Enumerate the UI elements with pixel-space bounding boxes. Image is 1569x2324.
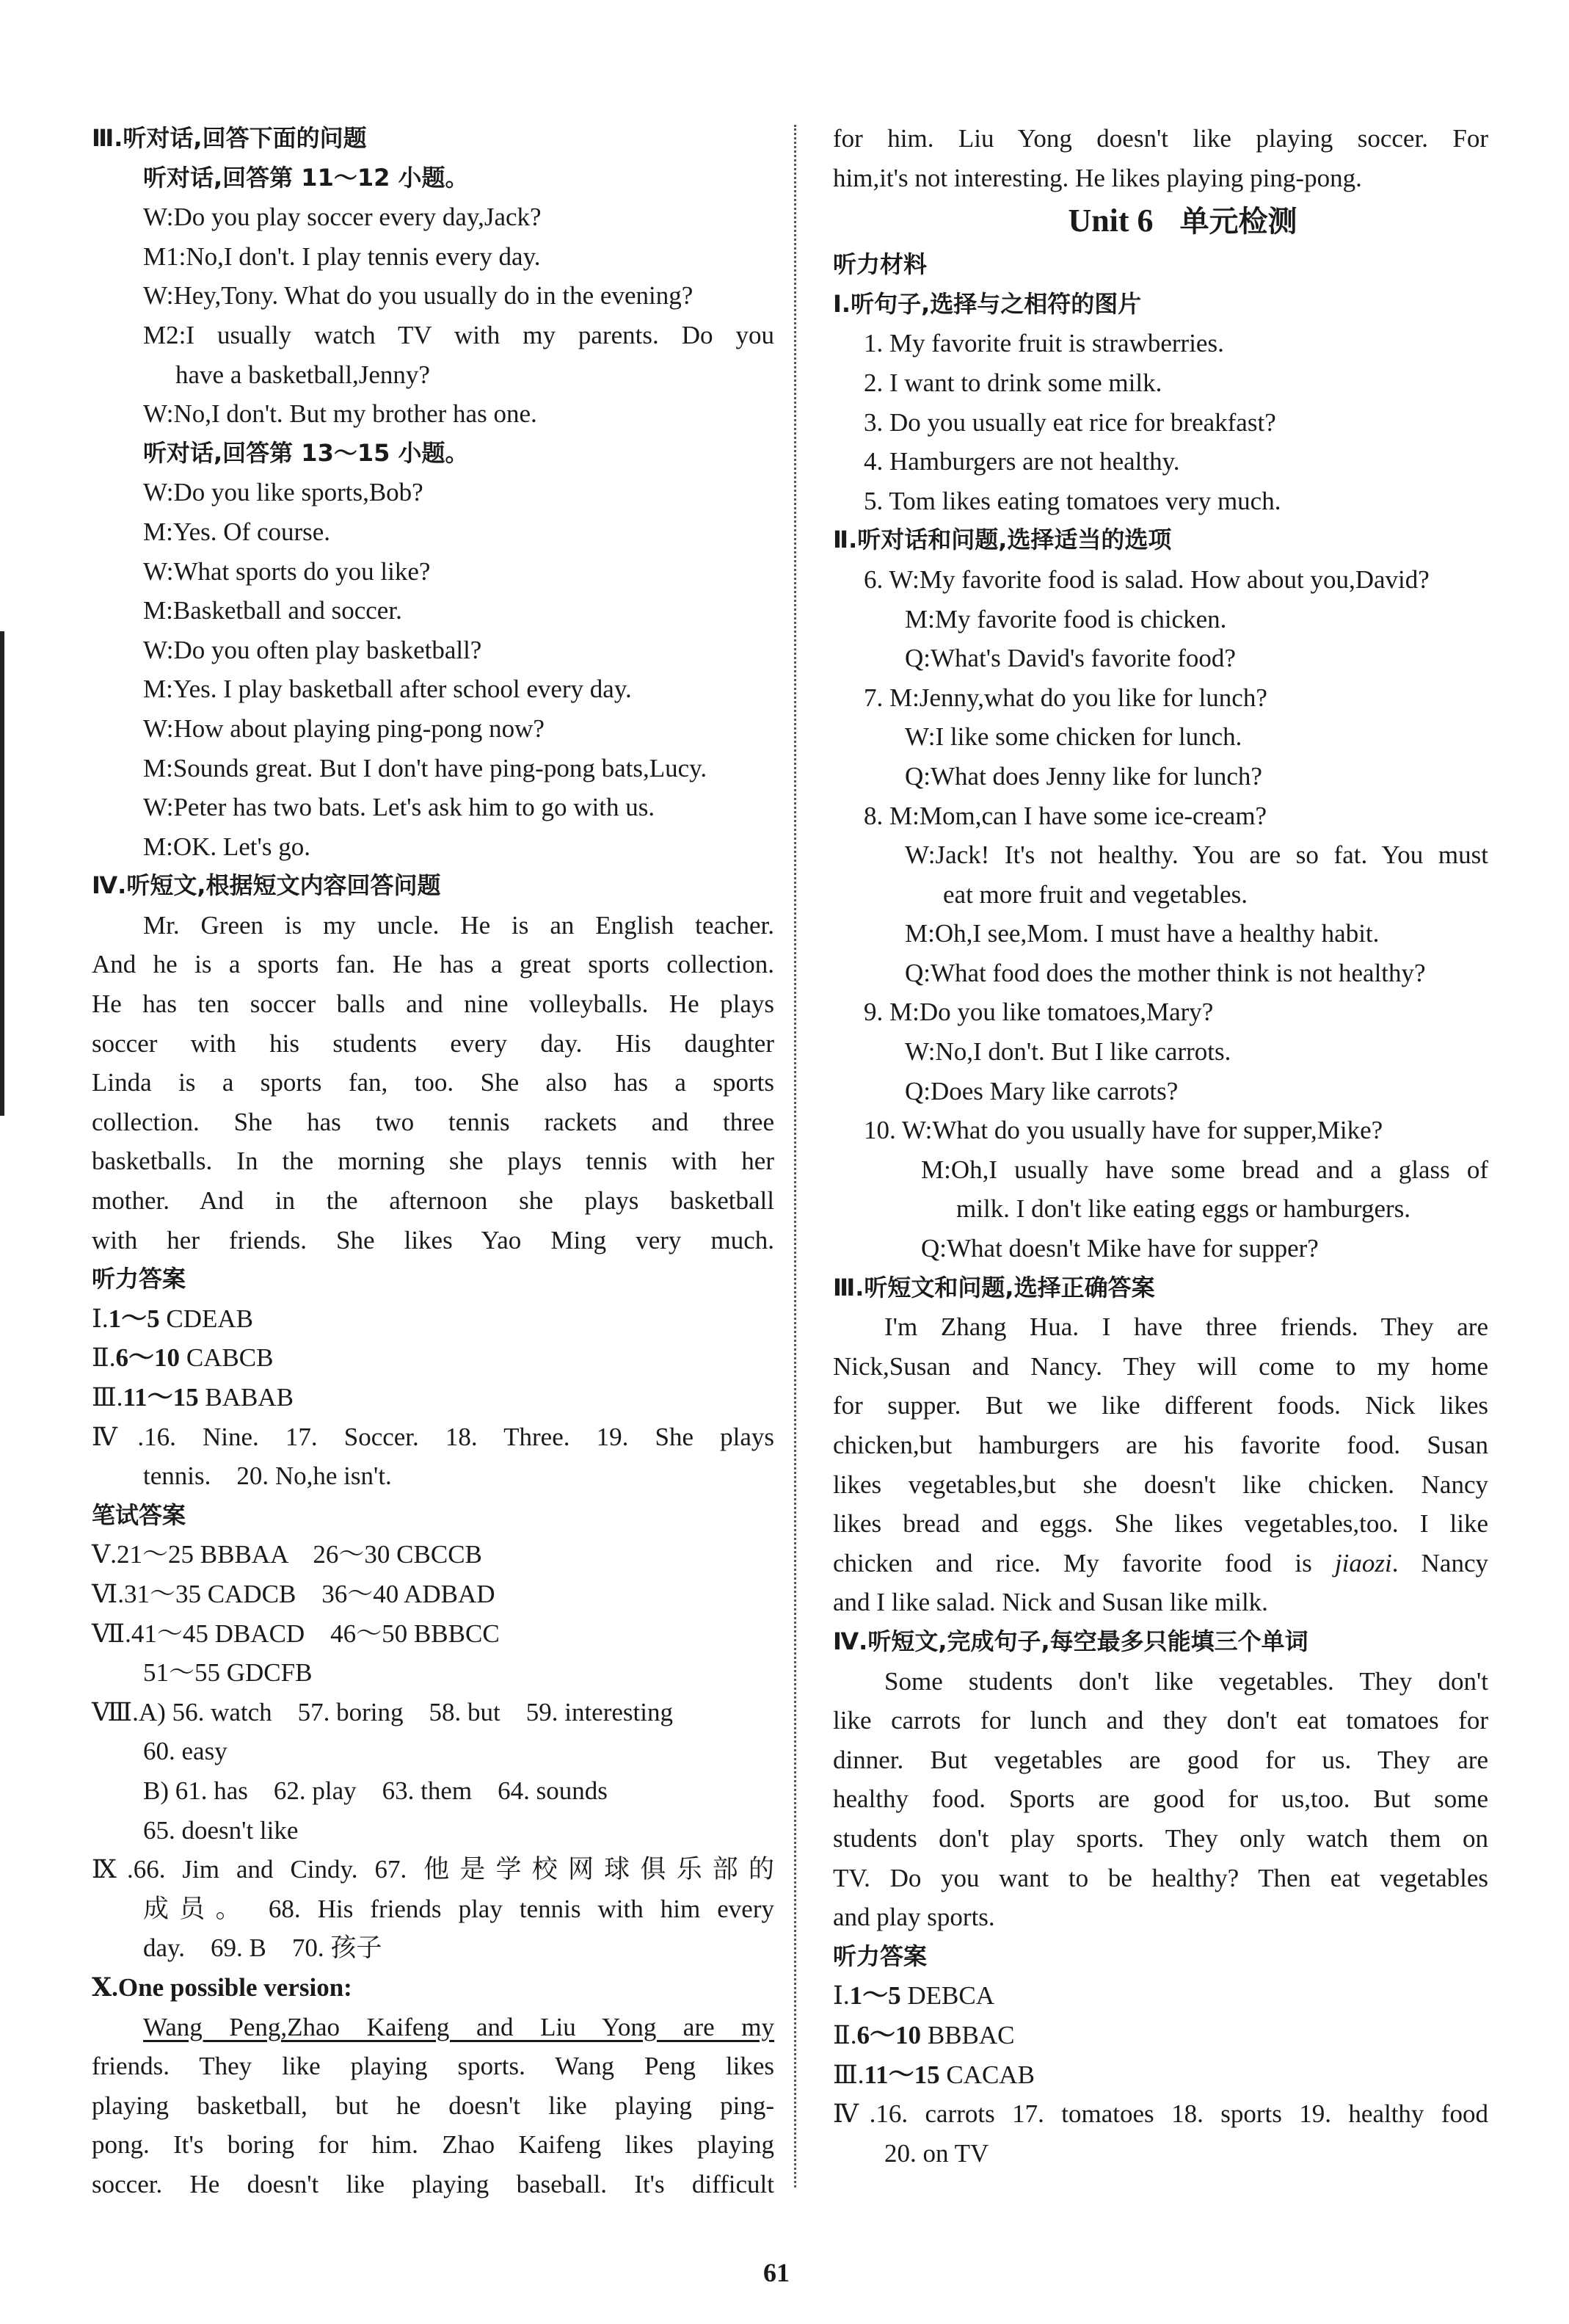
line-text: 65. doesn't like: [143, 1815, 299, 1845]
line-text: M1:No,I don't. I play tennis every day.: [143, 242, 541, 271]
line-text: W:Peter has two bats. Let's ask him to go with us.: [143, 793, 655, 822]
line-text: I'm Zhang Hua. I have three friends. They are: [884, 1312, 1488, 1342]
line-text: Ⅸ.66. Jim and Cindy. 67. 他是学校网球俱乐部的: [92, 1855, 774, 1884]
line-text: 1. My favorite fruit is strawberries.: [864, 329, 1224, 358]
line-text: Ⅳ.听短文,根据短文内容回答问题: [92, 871, 441, 900]
line-text: Ⅰ.: [92, 1304, 109, 1333]
text-line: [833, 914, 1488, 954]
text-line: [92, 591, 774, 631]
text-line: [833, 324, 1488, 363]
text-line: [92, 552, 774, 592]
line-text: 听力答案: [833, 1942, 928, 1970]
text-line: [92, 669, 774, 709]
text-line: [92, 709, 774, 749]
text-line: [833, 1898, 1488, 1937]
line-text: pong. It's boring for him. Zhao Kaifeng likes playing: [92, 2130, 774, 2160]
line-text: Mr. Green is my uncle. He is an English teacher.: [143, 910, 774, 940]
line-text: M:Yes. I play basketball after school every day.: [143, 675, 632, 704]
text-line: [833, 1662, 1488, 1702]
answer-range: 11～15: [123, 1383, 199, 1412]
line-text: He has ten soccer balls and nine volleyballs. He plays: [92, 989, 774, 1019]
line-text: students don't play sports. They only watch them on: [833, 1823, 1488, 1853]
line-text: M2:I usually watch TV with my parents. Do you: [143, 320, 774, 349]
text-line: [92, 1968, 774, 2008]
text-line: [833, 482, 1488, 521]
column-divider: [794, 125, 796, 2187]
text-line: [92, 788, 774, 827]
line-text: 5. Tom likes eating tomatoes very much.: [864, 486, 1281, 515]
line-text: and I like salad. Nick and Susan like milk.: [833, 1588, 1268, 1617]
line-text: M:Oh,I usually have some bread and a glass of: [921, 1155, 1488, 1184]
text-line: [92, 316, 774, 355]
answer-range: 11～15: [864, 2060, 940, 2089]
line-text: 4. Hamburgers are not healthy.: [864, 447, 1180, 476]
text-line: [92, 473, 774, 512]
section-heading: [833, 1268, 1488, 1308]
line-text: Ⅰ.: [833, 1981, 850, 2011]
unit-subtitle: 单元检测: [1179, 205, 1297, 239]
text-line: [833, 2016, 1488, 2055]
line-text: W:Do you play soccer every day,Jack?: [143, 203, 542, 232]
text-line: [92, 1535, 774, 1575]
line-text: Q:Does Mary like carrots?: [905, 1076, 1179, 1105]
line-text: day. 69. B 70. 孩子: [143, 1933, 382, 1963]
text-line: [833, 1583, 1488, 1622]
section-heading: [833, 245, 1488, 285]
text-line: [833, 1032, 1488, 1072]
right-column: [833, 119, 1488, 2173]
text-line: [92, 394, 774, 434]
line-text: 8. M:Mom,can I have some ice-cream?: [864, 801, 1267, 830]
line-text-rest: BBBAC: [921, 2020, 1015, 2049]
line-text: mother. And in the afternoon she plays basketball: [92, 1186, 774, 1216]
line-text: playing basketball, but he doesn't like playing ping-: [92, 2091, 774, 2120]
text-line: [833, 1976, 1488, 2016]
text-line: [833, 442, 1488, 482]
line-text: dinner. But vegetables are good for us. They are: [833, 1745, 1488, 1774]
section-heading: [92, 1260, 774, 1299]
text-line: [833, 1307, 1488, 1347]
line-text: 听力材料: [833, 250, 928, 279]
text-line: [833, 954, 1488, 993]
text-line: [92, 1653, 774, 1693]
section-heading: [833, 285, 1488, 324]
line-text: M:Sounds great. But I don't have ping-pong bats,Lucy.: [143, 753, 707, 782]
section-heading: [92, 434, 774, 473]
binding-shadow: [0, 631, 4, 1116]
text-line: [92, 827, 774, 867]
text-line: [833, 119, 1488, 159]
line-text: B) 61. has 62. play 63. them 64. sounds: [143, 1776, 608, 1805]
section-heading: [833, 1622, 1488, 1662]
answer-range: 6～10: [856, 2020, 922, 2049]
text-line: [92, 276, 774, 316]
text-line: [92, 237, 774, 277]
line-text: Ⅴ.21～25 BBBAA 26～30 CBCCB: [92, 1540, 482, 1569]
line-text: W:What sports do you like?: [143, 556, 431, 586]
line-text: W:No,I don't. But my brother has one.: [143, 399, 537, 429]
text-line: [833, 1819, 1488, 1859]
text-line: [92, 2125, 774, 2165]
line-text: 2. I want to drink some milk.: [864, 368, 1162, 397]
text-line: [833, 875, 1488, 915]
line-text: him,it's not interesting. He likes playing ping-pong.: [833, 163, 1362, 192]
line-text: healthy food. Sports are good for us,too. But some: [833, 1784, 1488, 1814]
text-line: [92, 1456, 774, 1496]
line-text: And he is a sports fan. He has a great sports collection.: [92, 950, 774, 979]
text-line: [833, 835, 1488, 875]
unit-title: [833, 197, 1488, 245]
text-line: [833, 1189, 1488, 1229]
line-text: Ⅲ.听短文和问题,选择正确答案: [833, 1273, 1155, 1301]
line-text-rest: DEBCA: [900, 1981, 994, 2011]
text-line: [92, 2047, 774, 2086]
line-text: W:Do you often play basketball?: [143, 635, 482, 664]
text-line: [833, 1544, 1488, 1583]
line-text: Ⅱ.听对话和问题,选择适当的选项: [833, 526, 1172, 554]
text-line: [833, 639, 1488, 678]
text-line: [92, 1889, 774, 1929]
line-text: Q:What food does the mother think is not healthy?: [905, 958, 1426, 987]
line-text: W:Do you like sports,Bob?: [143, 478, 423, 507]
text-line: [92, 1811, 774, 1851]
line-text: 笔试答案: [92, 1500, 186, 1529]
text-line: [92, 1103, 774, 1142]
text-line: [92, 1024, 774, 1064]
line-text: with her friends. She likes Yao Ming very much.: [92, 1225, 774, 1254]
text-line: [833, 1465, 1488, 1505]
line-text: 20. on TV: [884, 2138, 989, 2168]
line-text: 成员。 68. His friends play tennis with him every: [143, 1894, 774, 1923]
line-text: Ⅲ.: [833, 2060, 864, 2089]
line-text: likes vegetables,but she doesn't like chicken. Nancy: [833, 1470, 1488, 1499]
text-line: [92, 1614, 774, 1654]
text-line: [92, 1928, 774, 1968]
section-heading: [833, 520, 1488, 560]
line-text: Q:What doesn't Mike have for supper?: [921, 1234, 1319, 1263]
unit-number: Unit 6: [1068, 203, 1154, 239]
line-text: Nick,Susan and Nancy. They will come to my home: [833, 1351, 1488, 1381]
text-line: [92, 1575, 774, 1614]
text-line: [833, 1504, 1488, 1544]
line-text: 6. W:My favorite food is salad. How about you,David?: [864, 564, 1430, 594]
section-heading: [92, 1496, 774, 1536]
text-line: [833, 560, 1488, 600]
text-line: [92, 1299, 774, 1339]
line-text: Ⅶ.41～45 DBACD 46～50 BBBCC: [92, 1619, 500, 1648]
text-line: [92, 1141, 774, 1181]
text-line: [833, 757, 1488, 796]
line-text: collection. She has two tennis rackets and three: [92, 1107, 774, 1136]
text-line: [833, 600, 1488, 639]
answer-range: 1～5: [108, 1304, 160, 1333]
line-text: Ⅳ.听短文,完成句子,每空最多只能填三个单词: [833, 1627, 1308, 1655]
line-text: for supper. But we like different foods. Nick likes: [833, 1391, 1488, 1420]
line-text: chicken,but hamburgers are his favorite food. Susan: [833, 1431, 1488, 1459]
text-line: [92, 984, 774, 1024]
text-line: [92, 631, 774, 670]
text-line: [92, 1732, 774, 1771]
line-text: M:Yes. Of course.: [143, 517, 331, 546]
line-text: like carrots for lunch and they don't eat tomatoes for: [833, 1706, 1488, 1735]
answer-range: 1～5: [849, 1981, 901, 2011]
line-text: Q:What's David's favorite food?: [905, 644, 1236, 673]
line-text: Some students don't like vegetables. They don't: [884, 1666, 1488, 1696]
line-text-rest: CDEAB: [159, 1304, 253, 1333]
line-text: 60. easy: [143, 1737, 227, 1766]
section-heading: [92, 866, 774, 906]
line-text: Ⅵ.31～35 CADCB 36～40 ADBAD: [92, 1579, 495, 1608]
section-heading: [833, 1937, 1488, 1977]
text-line: [833, 796, 1488, 836]
text-line: [92, 1063, 774, 1103]
line-text: basketballs. In the morning she plays tennis with her: [92, 1147, 774, 1176]
line-text: Ⅳ.16. carrots 17. tomatoes 18. sports 19. healthy food: [833, 2099, 1488, 2129]
line-text: likes bread and eggs. She likes vegetables,too. I like: [833, 1509, 1488, 1539]
line-text: eat more fruit and vegetables.: [943, 879, 1248, 909]
text-line: [833, 1859, 1488, 1898]
line-text: W:No,I don't. But I like carrots.: [905, 1037, 1231, 1067]
text-line: [92, 512, 774, 552]
line-text: W:How about playing ping-pong now?: [143, 713, 545, 743]
text-line: [92, 1181, 774, 1221]
line-text: Ⅳ.16. Nine. 17. Soccer. 18. Three. 19. She plays: [92, 1422, 774, 1451]
line-text: 9. M:Do you like tomatoes,Mary?: [864, 998, 1214, 1027]
line-text-rest: . Nancy: [1391, 1548, 1488, 1577]
text-line: [833, 2094, 1488, 2134]
line-text: 听力答案: [92, 1265, 186, 1293]
line-text: and play sports.: [833, 1903, 995, 1932]
text-line: [833, 159, 1488, 198]
text-line: [92, 2086, 774, 2126]
line-text: milk. I don't like eating eggs or hamburgers.: [956, 1194, 1411, 1224]
line-text: friends. They like playing sports. Wang Peng likes: [92, 2052, 774, 2081]
text-line: [92, 1771, 774, 1811]
text-line: [833, 1740, 1488, 1780]
line-text: M:Basketball and soccer.: [143, 596, 402, 625]
text-line: [92, 906, 774, 945]
line-text-rest: CABCB: [180, 1343, 274, 1373]
line-text: M:Oh,I see,Mom. I must have a healthy habit.: [905, 919, 1380, 948]
text-line: [833, 403, 1488, 443]
text-line: [92, 2008, 774, 2047]
text-line: [92, 197, 774, 237]
line-text: 10. W:What do you usually have for supper,Mike?: [864, 1116, 1383, 1145]
text-line: [92, 945, 774, 984]
text-line: [833, 678, 1488, 718]
line-text: Q:What does Jenny like for lunch?: [905, 761, 1262, 791]
line-text: chicken and rice. My favorite food is: [833, 1548, 1312, 1577]
text-line: [833, 363, 1488, 403]
answer-range: 6～10: [115, 1343, 181, 1373]
line-text: tennis. 20. No,he isn't.: [143, 1461, 392, 1491]
text-line: [833, 1150, 1488, 1190]
text-line: [92, 1417, 774, 1457]
line-text: W:Hey,Tony. What do you usually do in the evening?: [143, 281, 694, 311]
text-line: [92, 2165, 774, 2204]
line-text: 51～55 GDCFB: [143, 1658, 313, 1688]
line-text: 7. M:Jenny,what do you like for lunch?: [864, 683, 1267, 712]
text-line: [92, 1338, 774, 1378]
line-text: soccer. He doesn't like playing baseball. It's difficult: [92, 2169, 774, 2198]
line-text: 听对话,回答第 13～15 小题。: [143, 438, 469, 467]
line-text: M:OK. Let's go.: [143, 832, 310, 861]
text-line: [833, 1229, 1488, 1268]
text-line: [92, 1378, 774, 1417]
text-line: [833, 992, 1488, 1032]
line-text-rest: BABAB: [198, 1383, 294, 1412]
text-line: [833, 1347, 1488, 1387]
line-text: Ⅰ.听句子,选择与之相符的图片: [833, 289, 1142, 318]
text-line: [833, 717, 1488, 757]
line-text: W:Jack! It's not healthy. You are so fat. You must: [905, 840, 1488, 870]
line-text: for him. Liu Yong doesn't like playing soccer. For: [833, 124, 1488, 153]
line-text: M:My favorite food is chicken.: [905, 604, 1227, 633]
line-text: Ⅲ.: [92, 1383, 123, 1412]
line-text: W:I like some chicken for lunch.: [905, 722, 1242, 752]
line-text: have a basketball,Jenny?: [175, 360, 430, 389]
line-text: Linda is a sports fan, too. She also has a sports: [92, 1068, 774, 1097]
text-line: [92, 1693, 774, 1732]
line-text: Ⅲ.听对话,回答下面的问题: [92, 124, 367, 152]
line-text: 3. Do you usually eat rice for breakfast?: [864, 407, 1276, 437]
line-text-rest: CACAB: [939, 2060, 1035, 2089]
line-text: Ⅹ.One possible version:: [92, 1972, 352, 2002]
line-text: soccer with his students every day. His daughter: [92, 1028, 774, 1058]
text-line: [833, 1701, 1488, 1740]
text-line: [833, 1072, 1488, 1111]
text-line: [92, 1221, 774, 1260]
text-line: [833, 1111, 1488, 1150]
section-heading: [92, 119, 774, 159]
line-text: Ⅱ.: [833, 2020, 857, 2049]
left-column: [92, 119, 774, 2204]
section-heading: [92, 159, 774, 198]
italic-word: jiaozi: [1334, 1548, 1392, 1577]
line-text: Ⅷ.A) 56. watch 57. boring 58. but 59. interesting: [92, 1697, 673, 1726]
text-line: [833, 2134, 1488, 2174]
text-line: [833, 1386, 1488, 1426]
text-line: [833, 1779, 1488, 1819]
text-line: [92, 749, 774, 788]
text-line: [833, 2055, 1488, 2095]
page-number: 61: [763, 2258, 790, 2287]
line-text: Wang Peng,Zhao Kaifeng and Liu Yong are my: [143, 2012, 774, 2041]
text-line: [92, 1850, 774, 1889]
text-line: [833, 1426, 1488, 1465]
line-text: TV. Do you want to be healthy? Then eat vegetables: [833, 1863, 1488, 1892]
line-text: Ⅱ.: [92, 1343, 116, 1373]
line-text: 听对话,回答第 11～12 小题。: [143, 163, 469, 192]
text-line: [92, 355, 774, 395]
